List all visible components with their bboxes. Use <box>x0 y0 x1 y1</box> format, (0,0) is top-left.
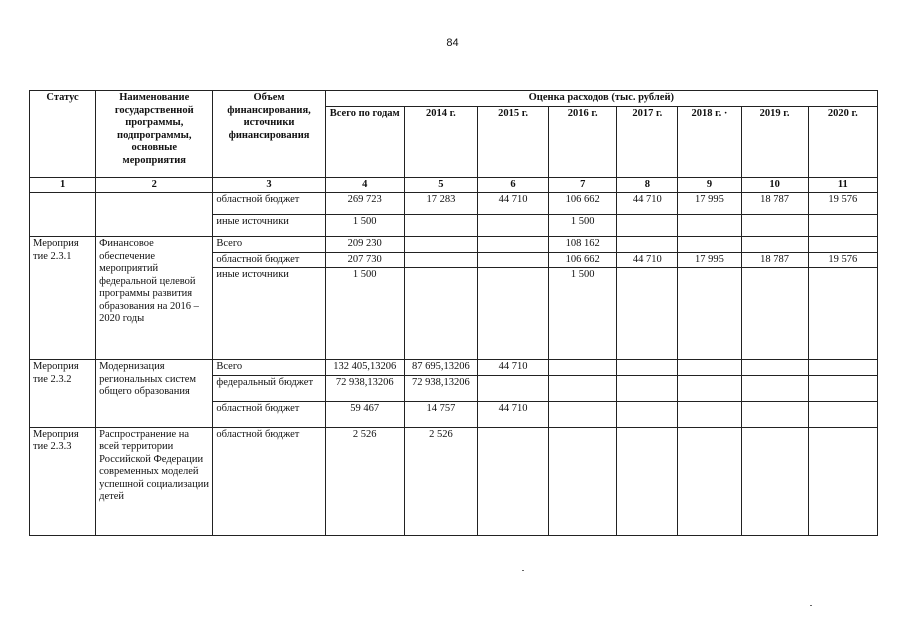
value-cell: 209 230 <box>325 237 404 253</box>
value-cell: 14 757 <box>404 401 477 427</box>
col-number: 9 <box>678 177 741 193</box>
program-name-cell: Распространение на всей территории Российской Федерации современных моделей успешной социализации детей <box>96 427 213 535</box>
value-cell: 17 995 <box>678 193 741 215</box>
value-cell: 1 500 <box>325 268 404 360</box>
value-cell: 44 710 <box>477 360 548 376</box>
page-number: 84 <box>446 37 459 49</box>
header-name: Наименование государственной программы, подпрограммы, основные мероприятия <box>96 91 213 178</box>
header-2016: 2016 г. <box>549 106 617 177</box>
value-cell: 44 710 <box>617 193 678 215</box>
value-cell: 87 695,13206 <box>404 360 477 376</box>
value-cell: 1 500 <box>549 215 617 237</box>
source-cell: областной бюджет <box>213 252 325 268</box>
value-cell: 44 710 <box>617 252 678 268</box>
value-cell: 19 576 <box>808 252 877 268</box>
col-number: 6 <box>477 177 548 193</box>
value-cell: 207 730 <box>325 252 404 268</box>
source-cell: иные источники <box>213 215 325 237</box>
value-cell: 72 938,13206 <box>325 375 404 401</box>
scan-speck <box>810 605 812 606</box>
value-cell: 44 710 <box>477 401 548 427</box>
header-2019: 2019 г. <box>741 106 808 177</box>
col-number: 1 <box>30 177 96 193</box>
col-number: 4 <box>325 177 404 193</box>
program-name-cell: Финансовое обеспечение мероприятий федеральной целевой программы развития образования на 2016 – 2020 годы <box>96 237 213 360</box>
value-cell: 1 500 <box>549 268 617 360</box>
col-number: 7 <box>549 177 617 193</box>
header-2014: 2014 г. <box>404 106 477 177</box>
source-cell: Всего <box>213 237 325 253</box>
value-cell: 18 787 <box>741 252 808 268</box>
header-total: Всего по годам <box>325 106 404 177</box>
status-cell: Мероприя тие 2.3.3 <box>30 427 96 535</box>
status-cell: Мероприя тие 2.3.1 <box>30 237 96 360</box>
col-number: 2 <box>96 177 213 193</box>
col-number: 11 <box>808 177 877 193</box>
value-cell: 17 995 <box>678 252 741 268</box>
header-2015: 2015 г. <box>477 106 548 177</box>
value-cell: 59 467 <box>325 401 404 427</box>
value-cell: 2 526 <box>325 427 404 535</box>
table-row <box>30 360 878 376</box>
value-cell: 44 710 <box>477 193 548 215</box>
value-cell: 106 662 <box>549 252 617 268</box>
header-status: Статус <box>30 91 96 178</box>
header-estimate: Оценка расходов (тыс. рублей) <box>325 91 877 107</box>
source-cell: областной бюджет <box>213 193 325 215</box>
col-number: 3 <box>213 177 325 193</box>
header-volume: Объем финансирования, источники финансирования <box>213 91 325 178</box>
value-cell: 17 283 <box>404 193 477 215</box>
header-2017: 2017 г. <box>617 106 678 177</box>
program-name-cell: Модернизация региональных систем общего образования <box>96 360 213 428</box>
col-number: 8 <box>617 177 678 193</box>
value-cell: 132 405,13206 <box>325 360 404 376</box>
value-cell: 19 576 <box>808 193 877 215</box>
col-number: 10 <box>741 177 808 193</box>
source-cell: областной бюджет <box>213 427 325 535</box>
scan-speck <box>522 570 524 571</box>
value-cell: 18 787 <box>741 193 808 215</box>
table-row <box>30 237 878 253</box>
header-2018: 2018 г. · <box>678 106 741 177</box>
budget-table <box>29 90 878 536</box>
table-row <box>30 427 878 535</box>
value-cell: 106 662 <box>549 193 617 215</box>
value-cell: 269 723 <box>325 193 404 215</box>
table-row <box>30 193 878 215</box>
source-cell: иные источники <box>213 268 325 360</box>
source-cell: областной бюджет <box>213 401 325 427</box>
value-cell: 72 938,13206 <box>404 375 477 401</box>
header-2020: 2020 г. <box>808 106 877 177</box>
value-cell: 1 500 <box>325 215 404 237</box>
source-cell: Всего <box>213 360 325 376</box>
col-number: 5 <box>404 177 477 193</box>
value-cell: 108 162 <box>549 237 617 253</box>
source-cell: федеральный бюджет <box>213 375 325 401</box>
value-cell: 2 526 <box>404 427 477 535</box>
status-cell: Мероприя тие 2.3.2 <box>30 360 96 428</box>
